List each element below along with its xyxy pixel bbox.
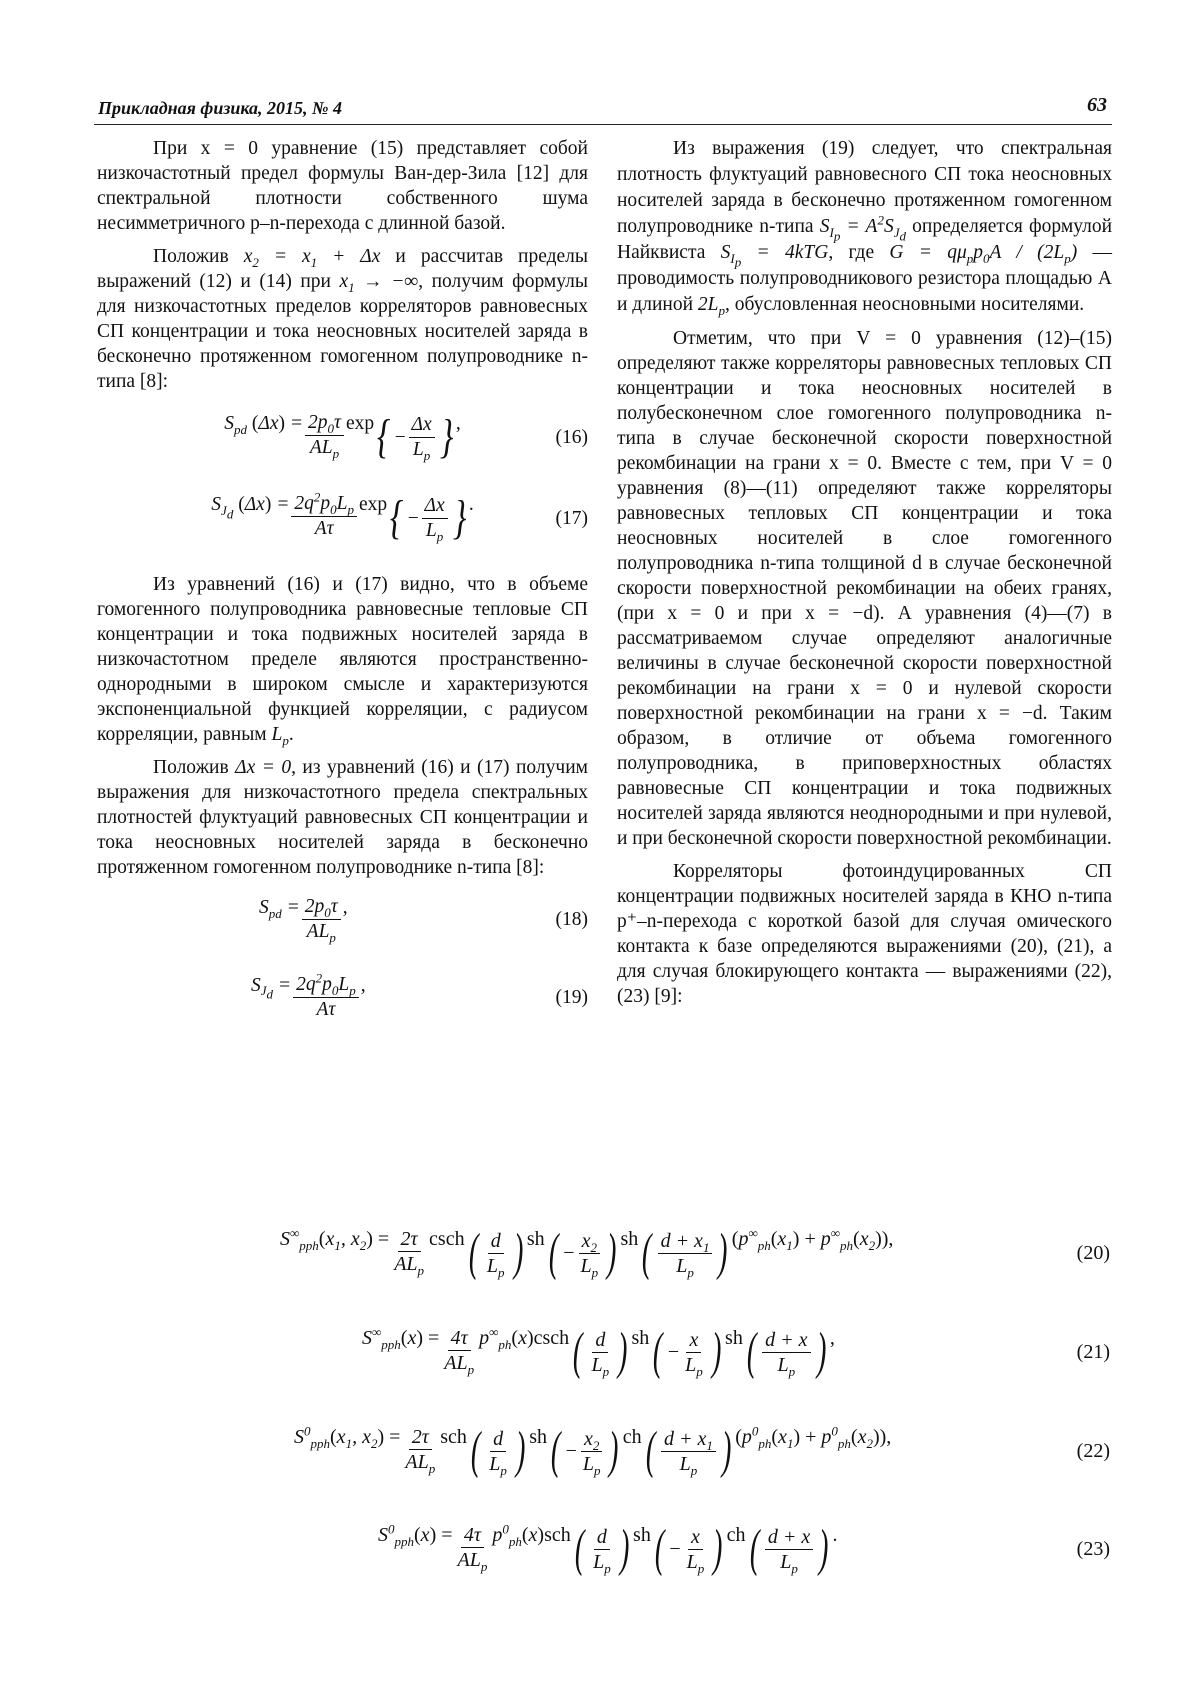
equation-number: (21) [1076, 1340, 1110, 1363]
equation-18: $S_{pd}$ = $\frac{2p_0\tau}{AL_p}$ , (18) [259, 895, 588, 945]
equation-16: $S_{pd}$ (Δx) = $\frac{2p_0\tau}{AL_p}$ exp { − $\frac{\Delta x}{L_p}$ } , (16) [224, 410, 588, 463]
paragraph-left-1: При x = 0 уравнение (15) представляет собой низкочастотный предел формулы Ван-дер-Зила [12] для спектральной плотности собственного шума несимметричного p–n-перехода с длинной базой. [97, 138, 588, 234]
equation-number: (18) [555, 908, 588, 930]
equation-19: $S_{J_d}$ = $\frac{2q^2p_0L_p}{A\tau}$ , (19) [251, 970, 588, 1020]
running-head: Прикладная физика, 2015, № 4 [98, 98, 343, 118]
paragraph-right-2: Отметим, что при V = 0 уравнения (12)–(15) определяют также корреляторы равновесных тепловых СП концентрации и тока неосновных носителей в полубесконечном слое гомогенного полупроводника n-типа в случае бесконечной скорости поверхностной рекомбинации на грани x = 0. Вместе с тем, при V = 0 уравнения (8)—(11) определяют также корреляторы равновесных тепловых СП концентрации и тока неосновных носителей в слое гомогенного полупроводника n-типа толщиной d в случае бесконечной скорости поверхностной рекомбинации на обеих гранях, (при x = 0 и при x = −d). А уравнения (4)—(7) в рассматриваемом случае определяют аналогичные величины в случае бесконечной скорости поверхностной рекомбинации на грани x = 0 и нулевой скорости поверхностной рекомбинации на грани x = −d. Таким образом, в отличие от объема гомогенного полупроводника, в приповерхностных областях равновесные СП концентрации и тока подвижных носителей заряда являются неоднородными и при нулевой, и при бесконечной скорости поверхностной рекомбинации. [617, 328, 1112, 849]
paragraph-right-1: Из выражения (19) следует, что спектральная плотность флуктуаций равновесного СП тока неосновных носителей заряда в бесконечно протяженном гомогенном полупроводнике n-типа $S_{I_p} = A^2S_{J_d}$ определяется формулой Найквиста $S_{I_p} = 4kTG$, где $G = q\mu_pp_0A / (2L_p)$ — проводимость полупроводникового резистора площадью A и длиной $2L_p$, обусловленная неосновными носителями. [617, 138, 1113, 318]
paragraph-left-2: Положив $x_2 = x_1 + \Delta x$ и рассчитав пределы выражений (12) и (14) при $x_1$ → −∞, получим формулы для низкочастотных пределов корреляторов равновесных СП концентрации и тока неосновных носителей заряда в бесконечно протяженном гомогенном полупроводнике n-типа [8]: [97, 246, 589, 392]
paragraph-right-3: Корреляторы фотоиндуцированных СП концентрации подвижных носителей заряда в КНО n-типа p⁺–n-перехода с короткой базой для случая омического контакта к базе определяются выражениями (20), (21), а для случая блокирующего контакта — выражениями (22), (23) [9]: [617, 861, 1112, 1007]
paragraph-left-3: Из уравнений (16) и (17) видно, что в объеме гомогенного полупроводника равновесные тепловые СП концентрации и тока подвижных носителей заряда в низкочастотном пределе являются пространственно-однородными в широком смысле и характеризуются экспоненциальной функцией корреляции, с радиусом корреляции, равным $L_p$. [97, 574, 588, 748]
equation-number: (20) [1076, 1241, 1110, 1264]
equation-number: (22) [1076, 1439, 1110, 1462]
equation-number: (19) [555, 986, 588, 1008]
equation-number: (16) [555, 426, 588, 448]
equation-number: (17) [555, 507, 588, 529]
right-column [617, 136, 1112, 1009]
equation-22: $S^0_{pph}(x_1$, $x_2$) = $\frac{2\tau}{AL_p}$ sch ( $\frac{d}{L_p}$ ) sh ( − $\frac{x_2}{L_p}$ ) ch ( $\frac{d + x_1}{L_p}$ ) $(p^0_{ph}(x_1) + p^0_{ph}(x_2))$, (22) [294, 1422, 1110, 1479]
left-column [97, 136, 588, 1026]
equation-21: $S^\infty_{pph}(x)$ = $\frac{4\tau}{AL_p}$ $p^\infty_{ph}(x)\csc h$ ( $\frac{d}{L_p}$ ) sh ( − $\frac{x}{L_p}$ ) sh ( $\frac{d + x}{L_p}$ ) , (21) [362, 1323, 1110, 1380]
equation-20: $S^\infty_{pph}(x_1$, $x_2$) = $\frac{2\tau}{AL_p}$ csch ( $\frac{d}{L_p}$ ) sh ( − $\frac{x_2}{L_p}$ ) sh ( $\frac{d + x_1}{L_p}$ ) $(p^\infty_{ph}(x_1) + p^\infty_{ph}(x_2))$, (20) [280, 1224, 1110, 1281]
inline-math: $x_2 = x_1 + \Delta x$ [243, 246, 381, 270]
header-rule [94, 124, 1112, 125]
page-number: 63 [1087, 94, 1107, 116]
equation-number: (23) [1076, 1537, 1110, 1560]
inline-math: $x_1$ → −∞ [339, 271, 419, 295]
paragraph-left-4: Положив Δx = 0, из уравнений (16) и (17) получим выражения для низкочастотного предела спектральных плотностей флуктуаций равновесных СП концентрации и тока неосновных носителей заряда в бесконечно протяженном гомогенном полупроводнике n-типа [8]: [97, 757, 588, 878]
equation-17: $S_{J_d}$ (Δx) = $\frac{2q^2p_0L_p}{A\tau}$ exp { − $\frac{\Delta x}{L_p}$ } . (17) [211, 489, 588, 544]
equation-23: $S^0_{pph}(x)$ = $\frac{4\tau}{AL_p}$ $p^0_{ph}(x)sch$ ( $\frac{d}{L_p}$ ) sh ( − $\frac{x}{L_p}$ ) ch ( $\frac{d + x}{L_p}$ ) . (23) [378, 1520, 1110, 1577]
